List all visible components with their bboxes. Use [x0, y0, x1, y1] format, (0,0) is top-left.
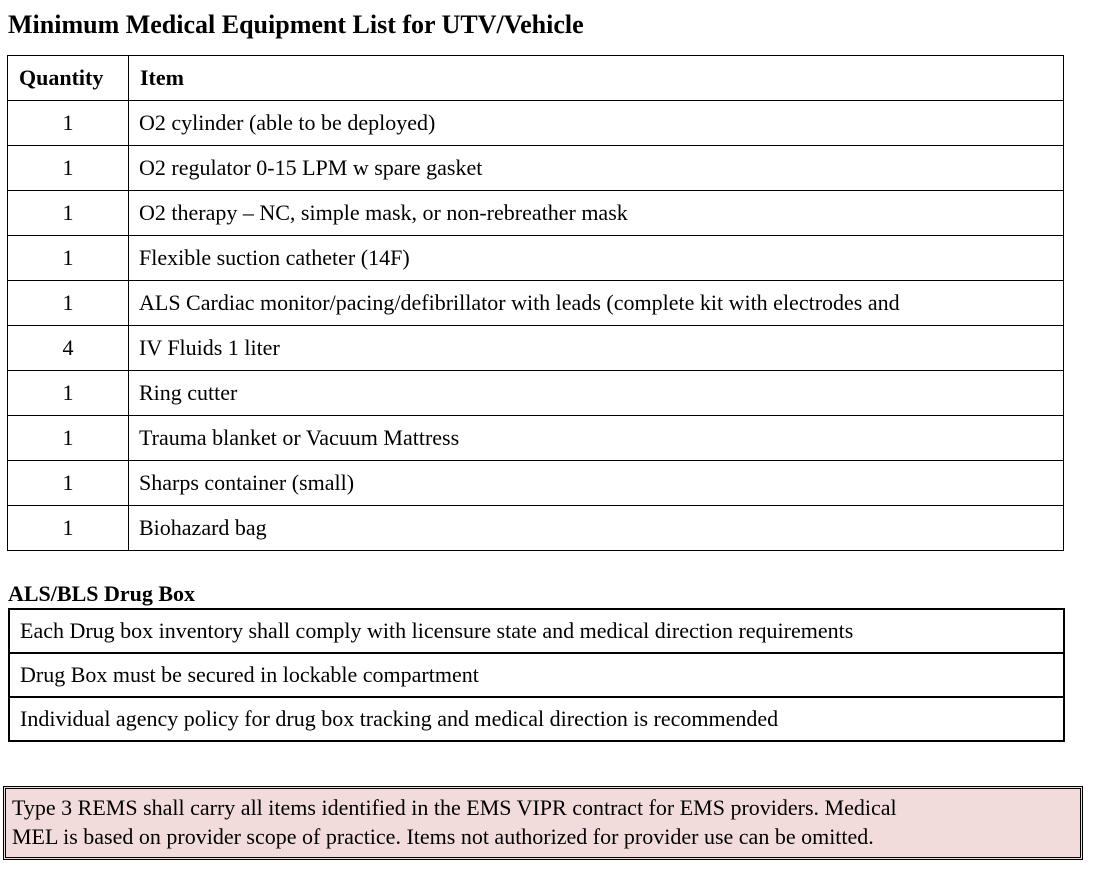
item-cell: Ring cutter [129, 371, 1064, 416]
quantity-cell: 1 [8, 416, 129, 461]
quantity-cell: 4 [8, 326, 129, 371]
quantity-cell: 1 [8, 371, 129, 416]
quantity-cell: 1 [8, 281, 129, 326]
equipment-table [7, 55, 1064, 551]
note-line: MEL is based on provider scope of practice. Items not authorized for provider use can be omitted. [12, 824, 874, 849]
rems-note-box [3, 786, 1083, 860]
drug-box-heading: ALS/BLS Drug Box [8, 581, 196, 606]
item-cell: O2 regulator 0-15 LPM w spare gasket [129, 146, 1064, 191]
item-cell: O2 cylinder (able to be deployed) [129, 101, 1064, 146]
note-line: Type 3 REMS shall carry all items identified in the EMS VIPR contract for EMS providers. Medical [12, 795, 897, 820]
item-cell: Biohazard bag [129, 506, 1064, 551]
drug-box-table [8, 608, 1065, 742]
drug-box-text: Individual agency policy for drug box tracking and medical direction is recommended [9, 697, 1064, 741]
table-row [8, 281, 1064, 326]
drug-box-row [9, 653, 1064, 697]
table-row [8, 191, 1064, 236]
quantity-cell: 1 [8, 461, 129, 506]
item-cell: Flexible suction catheter (14F) [129, 236, 1064, 281]
table-row [8, 506, 1064, 551]
drug-box-text: Drug Box must be secured in lockable compartment [9, 653, 1064, 697]
quantity-cell: 1 [8, 236, 129, 281]
page-title: Minimum Medical Equipment List for UTV/Vehicle [8, 10, 584, 39]
quantity-cell: 1 [8, 101, 129, 146]
item-cell: ALS Cardiac monitor/pacing/defibrillator with leads (complete kit with electrodes and [129, 281, 1064, 326]
item-cell: Trauma blanket or Vacuum Mattress [129, 416, 1064, 461]
item-cell: Sharps container (small) [129, 461, 1064, 506]
table-row [8, 326, 1064, 371]
table-row [8, 416, 1064, 461]
table-row [8, 461, 1064, 506]
header-item: Item [129, 56, 1064, 101]
table-row [8, 371, 1064, 416]
quantity-cell: 1 [8, 191, 129, 236]
table-row [8, 236, 1064, 281]
item-cell: IV Fluids 1 liter [129, 326, 1064, 371]
quantity-cell: 1 [8, 146, 129, 191]
quantity-cell: 1 [8, 506, 129, 551]
table-header-row [8, 56, 1064, 101]
drug-box-row [9, 697, 1064, 741]
header-quantity: Quantity [8, 56, 129, 101]
table-row [8, 101, 1064, 146]
item-cell: O2 therapy – NC, simple mask, or non-rebreather mask [129, 191, 1064, 236]
drug-box-text: Each Drug box inventory shall comply with licensure state and medical direction requirements [9, 609, 1064, 653]
drug-box-row [9, 609, 1064, 653]
table-row [8, 146, 1064, 191]
